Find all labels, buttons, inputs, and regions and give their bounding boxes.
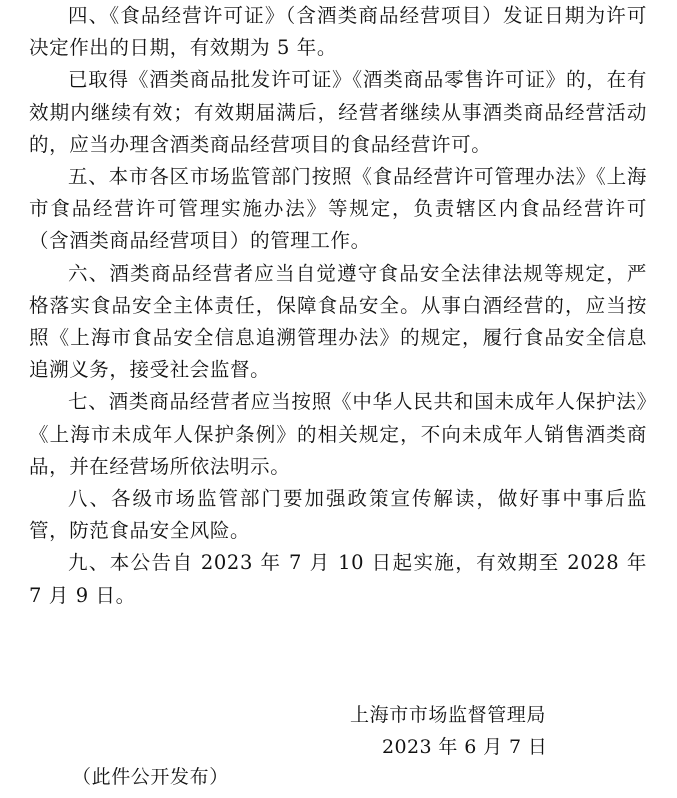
document-body — [29, 0, 647, 612]
publication-note: （此件公开发布） — [72, 766, 229, 788]
paragraph-article-7: 七、酒类商品经营者应当按照《中华人民共和国未成年人保护法》《上海市未成年人保护条例》的相关规定，不向未成年人销售酒类商品，并在经营场所依法明示。 — [29, 390, 647, 478]
signature-date: 2023 年 6 月 7 日 — [382, 736, 548, 758]
paragraph-article-4: 四、《食品经营许可证》（含酒类商品经营项目）发证日期为许可决定作出的日期，有效期为 5 年。 — [29, 4, 647, 60]
paragraph-article-8: 八、各级市场监管部门要加强政策宣传解读，做好事中事后监管，防范食品安全风险。 — [29, 487, 647, 543]
paragraph-article-9: 九、本公告自 2023 年 7 月 10 日起实施，有效期至 2028 年 7 月 9 日。 — [29, 551, 647, 607]
paragraph-article-6: 六、酒类商品经营者应当自觉遵守食品安全法律法规等规定，严格落实食品安全主体责任，保障食品安全。从事白酒经营的，应当按照《上海市食品安全信息追溯管理办法》的规定，履行食品安全信息追溯义务，接受社会监督。 — [29, 261, 647, 382]
signature-organization: 上海市市场监督管理局 — [350, 704, 547, 726]
paragraph-existing-licenses: 已取得《酒类商品批发许可证》《酒类商品零售许可证》的，在有效期内继续有效；有效期届满后，经营者继续从事酒类商品经营活动的，应当办理含酒类商品经营项目的食品经营许可。 — [29, 68, 647, 156]
paragraph-article-5: 五、本市各区市场监管部门按照《食品经营许可管理办法》《上海市食品经营许可管理实施办法》等规定，负责辖区内食品经营许可（含酒类商品经营项目）的管理工作。 — [29, 165, 647, 253]
